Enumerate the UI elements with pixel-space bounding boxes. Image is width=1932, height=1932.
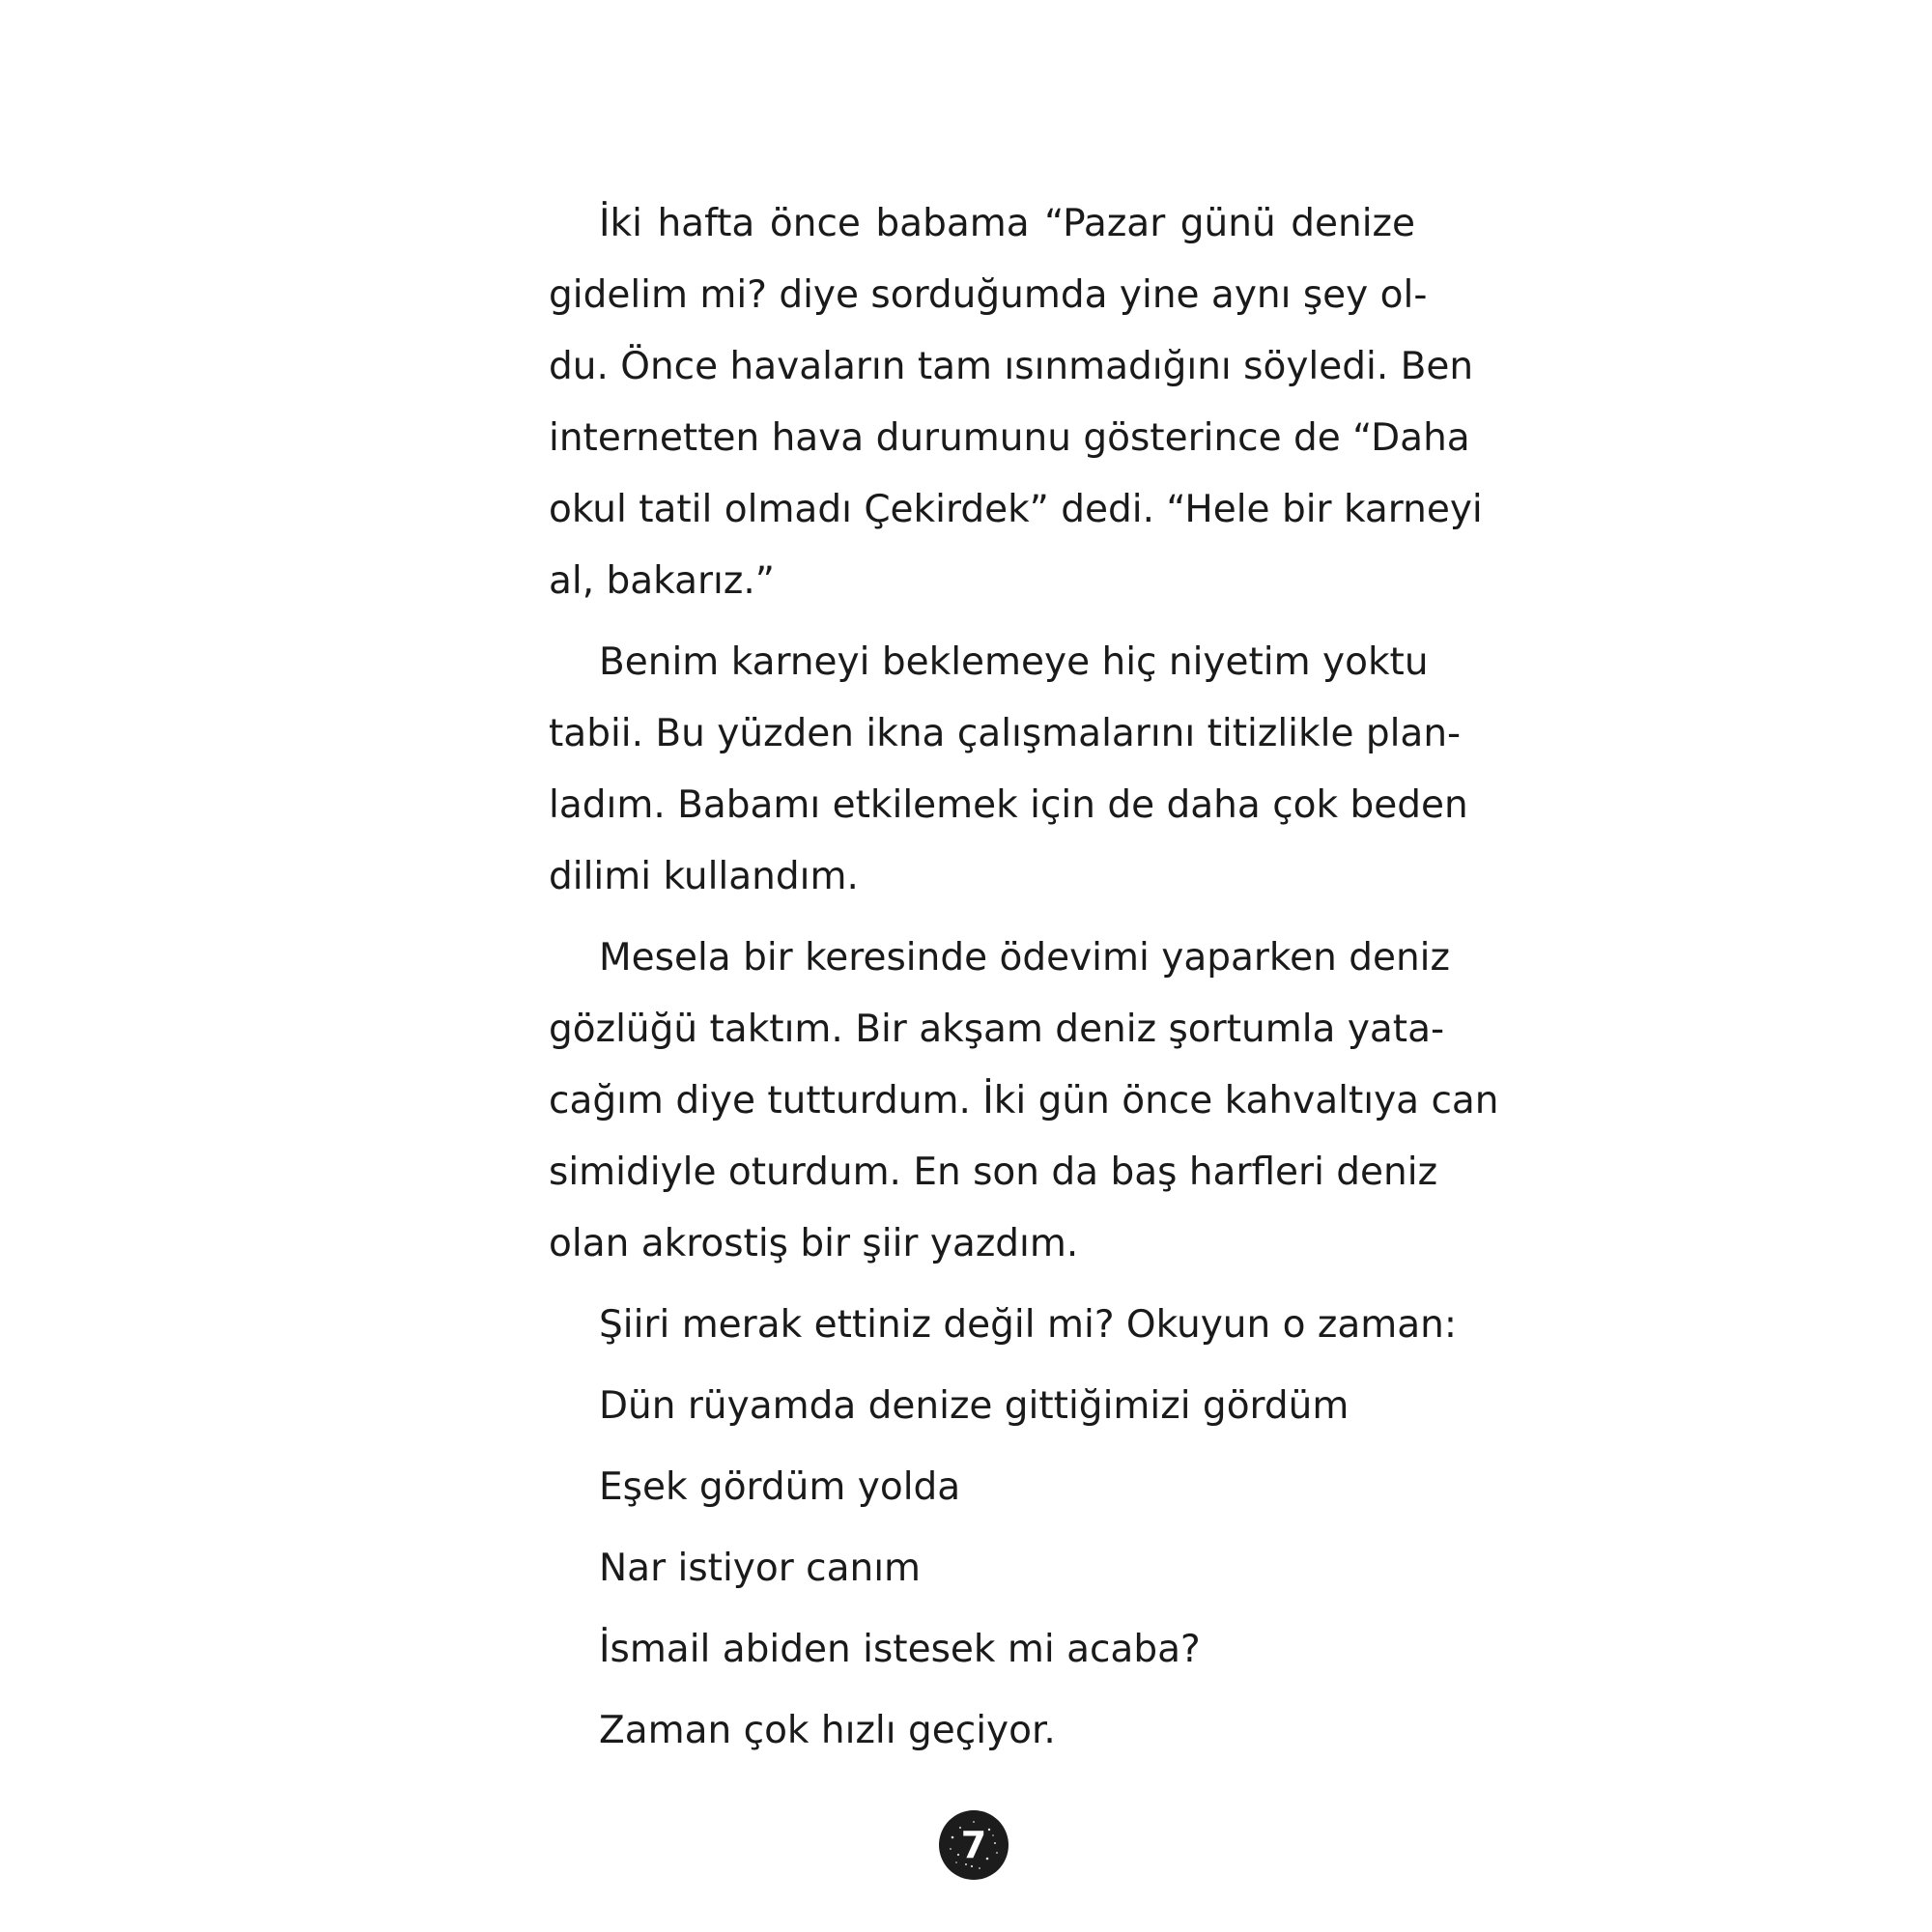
paragraph-4-line-1: Şiiri merak ettiniz değil mi? Okuyun o zaman:	[599, 1303, 1458, 1347]
paragraph-2-line-4: dilimi kullandım.	[549, 855, 859, 898]
page-number-badge	[939, 1810, 1009, 1880]
page-number: 7	[960, 1824, 987, 1866]
paragraph-2-line-2: tabii. Bu yüzden ikna çalışmalarını titizlikle plan-	[549, 712, 1462, 755]
paragraph-3-line-3: cağım diye tutturdum. İki gün önce kahvaltıya can	[549, 1079, 1499, 1122]
paragraph-3-line-1: Mesela bir keresinde ödevimi yaparken deniz	[599, 936, 1450, 980]
paragraph-3-line-4: simidiyle oturdum. En son da baş harfleri deniz	[549, 1151, 1438, 1194]
paragraph-3-line-2: gözlüğü taktım. Bir akşam deniz şortumla yata-	[549, 1008, 1445, 1051]
paragraph-1-line-3: du. Önce havaların tam ısınmadığını söyledi. Ben	[549, 345, 1474, 388]
poem-line-3: Nar istiyor canım	[599, 1547, 922, 1590]
paragraph-1-line-2: gidelim mi? diye sorduğumda yine aynı şey ol-	[549, 273, 1428, 317]
poem-line-4: İsmail abiden istesek mi acaba?	[599, 1628, 1201, 1671]
poem-line-1: Dün rüyamda denize gittiğimizi gördüm	[599, 1384, 1350, 1428]
poem-line-2: Eşek gördüm yolda	[599, 1465, 961, 1509]
paragraph-2-line-3: ladım. Babamı etkilemek için de daha çok beden	[549, 783, 1468, 827]
paragraph-1-line-5: okul tatil olmadı Çekirdek” dedi. “Hele bir karneyi	[549, 488, 1483, 531]
poem-line-5: Zaman çok hızlı geçiyor.	[599, 1709, 1056, 1752]
paragraph-3-line-5: olan akrostiş bir şiir yazdım.	[549, 1222, 1079, 1265]
paragraph-1-line-1: İki hafta önce babama “Pazar günü denize	[599, 202, 1415, 245]
paragraph-1-line-6: al, bakarız.”	[549, 559, 775, 603]
paragraph-2-line-1: Benim karneyi beklemeye hiç niyetim yoktu	[599, 640, 1429, 684]
paragraph-1-line-4: internetten hava durumunu gösterince de “Daha	[549, 416, 1470, 460]
